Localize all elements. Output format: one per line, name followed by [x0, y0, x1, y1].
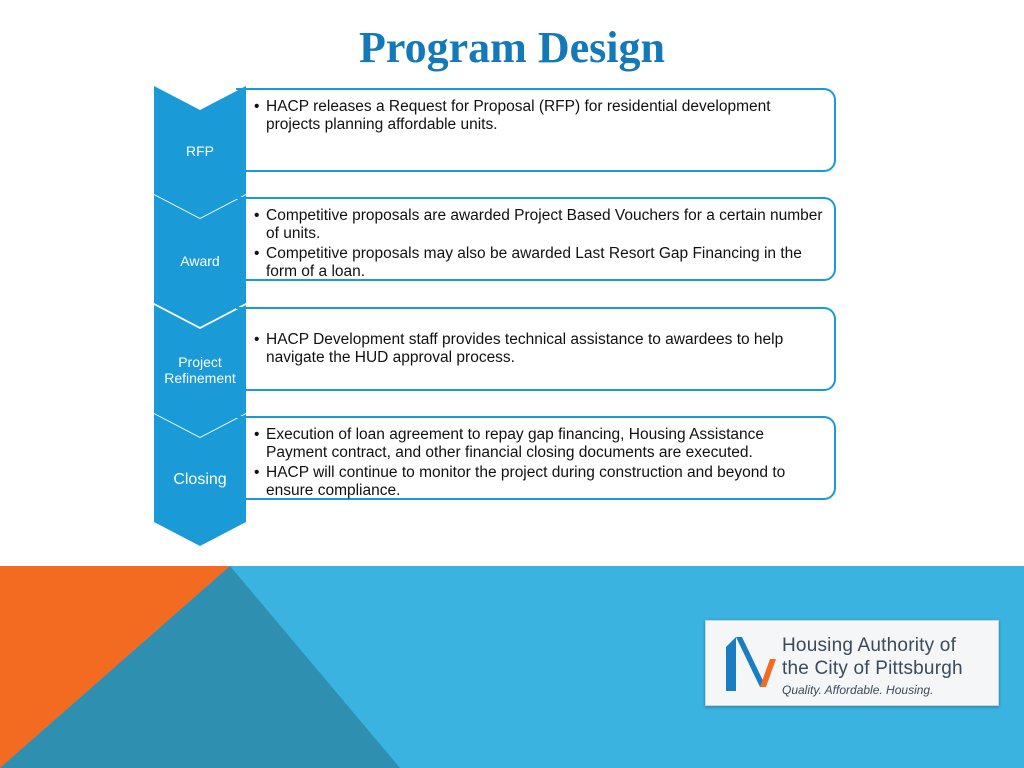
- step-closing-box: [236, 416, 836, 500]
- step-closing-bullet-1: • Execution of loan agreement to repay gap financing, Housing Assistance Payment contract, and other financial closing documents are executed.: [254, 426, 824, 462]
- hacp-logo-mark-icon: [720, 629, 780, 699]
- logo-tagline: Quality. Affordable. Housing.: [782, 683, 934, 697]
- step-refinement-label: Project Refinement: [164, 354, 236, 386]
- hacp-logo: [705, 620, 999, 706]
- step-award-bullet-1: • Competitive proposals are awarded Project Based Vouchers for a certain number of units.: [254, 207, 824, 243]
- step-rfp-box: [236, 88, 836, 172]
- logo-line1: Housing Authority of: [782, 635, 957, 656]
- step-award-bullet-2: • Competitive proposals may also be awarded Last Resort Gap Financing in the form of a loan.: [254, 245, 824, 281]
- page-title: Program Design: [359, 23, 665, 72]
- step-closing-label: Closing: [173, 471, 227, 488]
- step-rfp-bullet-1: • HACP releases a Request for Proposal (RFP) for residential development projects planning affordable units.: [254, 98, 824, 134]
- step-refinement-box: [236, 307, 836, 391]
- step-rfp-label: RFP: [186, 143, 214, 159]
- logo-line2: the City of Pittsburgh: [782, 658, 963, 679]
- step-closing-chevron: [154, 414, 246, 546]
- step-award-box: [236, 197, 836, 281]
- step-refinement-bullet-1: • HACP Development staff provides technical assistance to awardees to help navigate the HUD approval process.: [254, 331, 824, 367]
- step-closing-bullet-2: • HACP will continue to monitor the project during construction and beyond to ensure compliance.: [254, 464, 824, 500]
- step-award-label: Award: [180, 253, 220, 269]
